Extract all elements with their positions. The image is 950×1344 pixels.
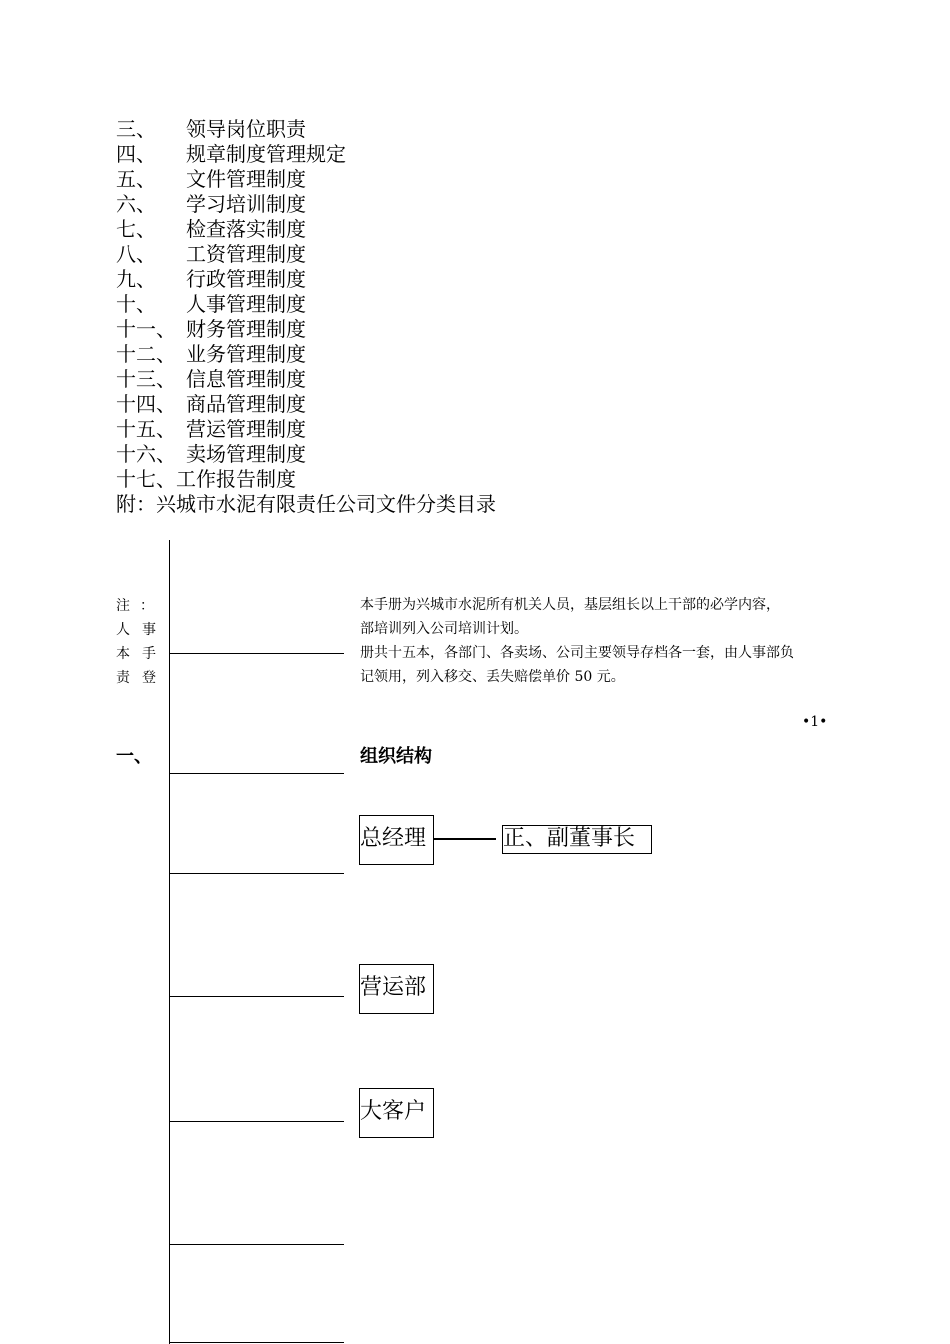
toc-item: 六、 学习培训制度 [116,192,306,216]
toc-item: 八、 工资管理制度 [116,242,306,266]
org-box-general-manager: 总经理 [359,815,434,865]
toc-item: 十四、 商品管理制度 [116,392,306,416]
toc-item: 七、 检查落实制度 [116,217,306,241]
org-connector [434,838,496,840]
toc-item: 五、 文件管理制度 [116,167,306,191]
appendix-line: 附：兴城市水泥有限责任公司文件分类目录 [116,492,496,516]
horizontal-rule [169,996,344,997]
toc-item: 十二、 业务管理制度 [116,342,306,366]
toc-item: 四、 规章制度管理规定 [116,142,346,166]
org-box-chairman: 正、副董事长 [502,825,652,854]
toc-item: 九、 行政管理制度 [116,267,306,291]
section-number: 一、 [116,746,152,767]
section-title: 组织结构 [360,746,432,767]
org-box-key-accounts: 大客户 [359,1088,434,1138]
horizontal-rule [169,873,344,874]
page-number: •1• [802,714,828,730]
toc-item: 十、 人事管理制度 [116,292,306,316]
toc-item: 三、 领导岗位职责 [116,117,306,141]
org-box-operations: 营运部 [359,964,434,1014]
toc-item: 十三、 信息管理制度 [116,367,306,391]
toc-item: 十六、 卖场管理制度 [116,442,306,466]
left-vertical-rule [169,540,170,1344]
horizontal-rule [169,1342,344,1343]
toc-item: 十一、 财务管理制度 [116,317,306,341]
toc-item: 十七、工作报告制度 [116,467,296,491]
toc-item: 十五、 营运管理制度 [116,417,306,441]
horizontal-rule [169,1244,344,1245]
horizontal-rule [169,653,344,654]
horizontal-rule [169,773,344,774]
horizontal-rule [169,1121,344,1122]
